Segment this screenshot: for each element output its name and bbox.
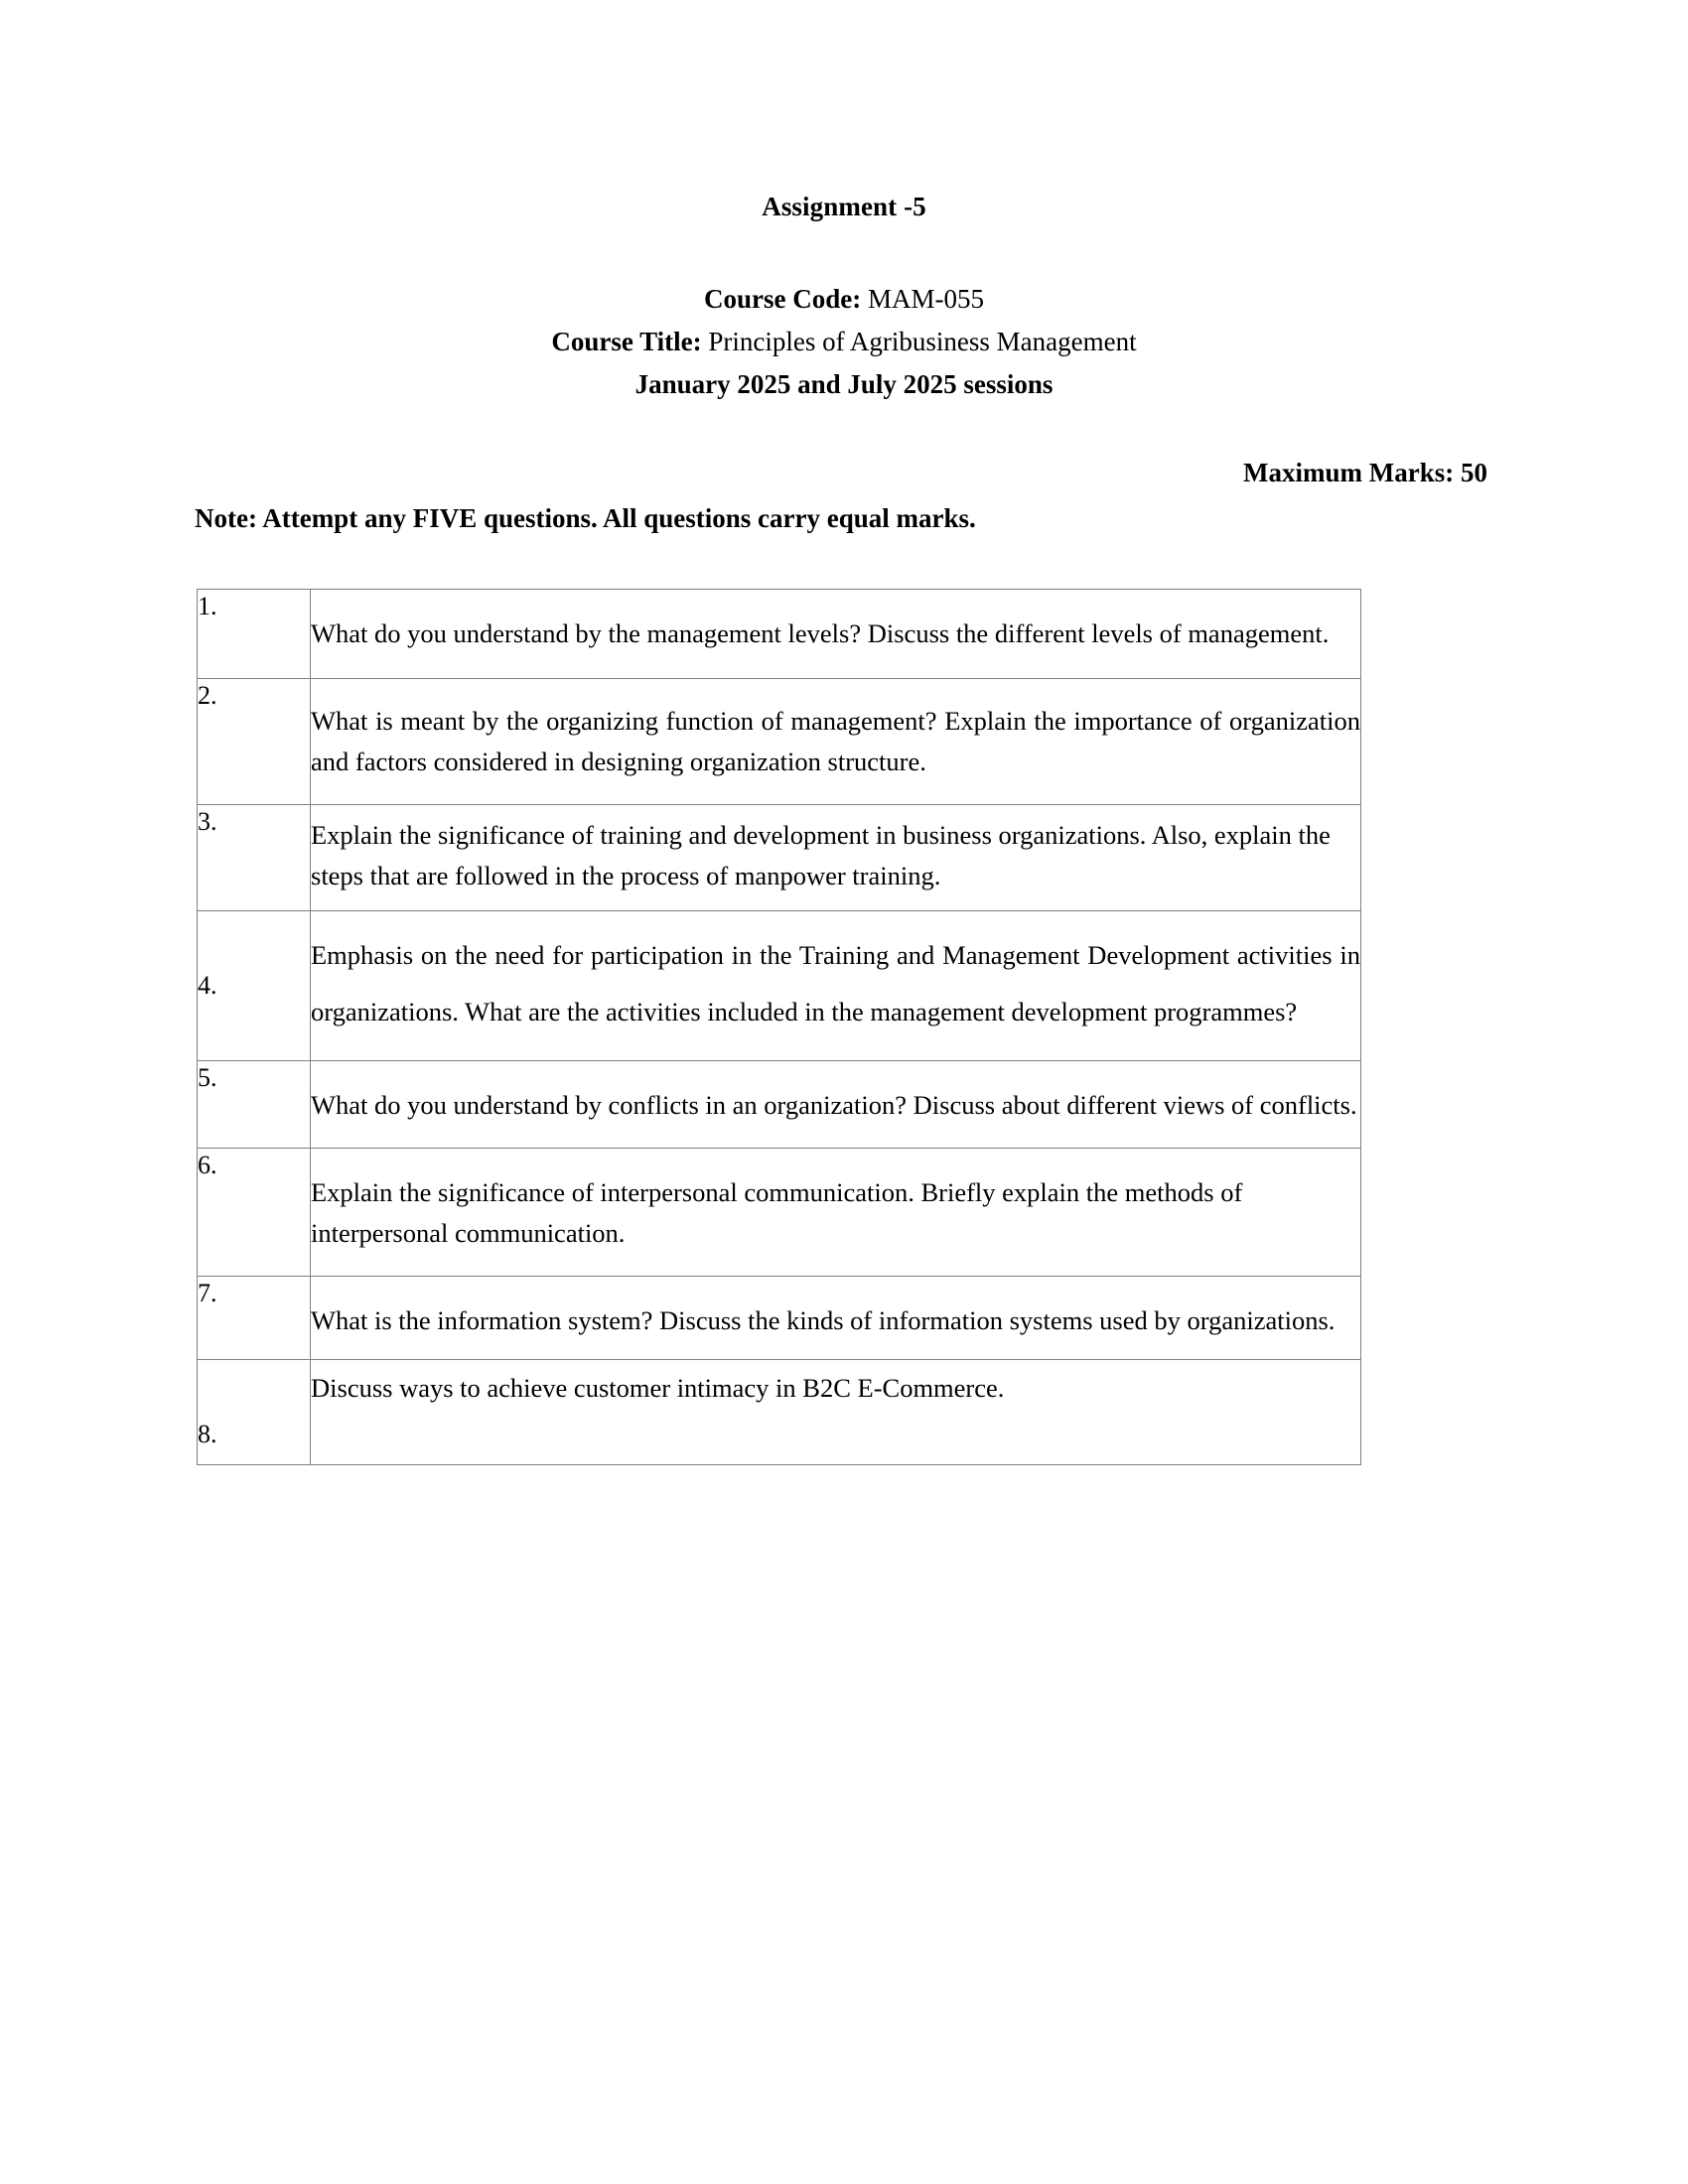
- course-info-block: [0, 278, 1688, 406]
- question-number: 5.: [198, 1061, 311, 1149]
- question-number: 1.: [198, 590, 311, 679]
- course-code-label: Course Code:: [704, 284, 862, 314]
- table-row: [198, 679, 1361, 805]
- course-code-value: MAM-055: [861, 284, 984, 314]
- table-row: [198, 1149, 1361, 1277]
- course-title-label: Course Title:: [551, 327, 702, 356]
- question-text: Explain the significance of training and development in business organizations. Also, explain the steps that are followed in the process of manpower training.: [311, 805, 1361, 911]
- assignment-title: Assignment -5: [762, 192, 926, 221]
- course-title-value: Principles of Agribusiness Management: [701, 327, 1137, 356]
- course-code-line: [0, 278, 1688, 321]
- question-text: Discuss ways to achieve customer intimacy in B2C E-Commerce.: [311, 1360, 1361, 1465]
- instructions-note: Note: Attempt any FIVE questions. All questions carry equal marks.: [195, 503, 976, 533]
- sessions-line: January 2025 and July 2025 sessions: [634, 369, 1054, 399]
- question-text: Explain the significance of interpersonal communication. Briefly explain the methods of interpersonal communication.: [311, 1149, 1361, 1277]
- table-row: [198, 911, 1361, 1061]
- maximum-marks: Maximum Marks: 50: [1243, 458, 1487, 487]
- question-text: What is meant by the organizing function of management? Explain the importance of organization and factors considered in designing organization structure.: [311, 679, 1361, 805]
- questions-table: [197, 589, 1361, 1465]
- question-number: 4.: [198, 911, 311, 1061]
- question-number: 2.: [198, 679, 311, 805]
- table-row: [198, 805, 1361, 911]
- table-row: [198, 590, 1361, 679]
- question-number: 3.: [198, 805, 311, 911]
- question-text: What is the information system? Discuss the kinds of information systems used by organizations.: [311, 1277, 1361, 1360]
- question-number: 6.: [198, 1149, 311, 1277]
- question-number: 8.: [198, 1360, 311, 1465]
- question-text: What do you understand by conflicts in an organization? Discuss about different views of conflicts.: [311, 1061, 1361, 1149]
- question-number: 7.: [198, 1277, 311, 1360]
- question-text: What do you understand by the management levels? Discuss the different levels of management.: [311, 590, 1361, 679]
- table-row: [198, 1061, 1361, 1149]
- course-title-line: [0, 321, 1688, 363]
- table-row: [198, 1360, 1361, 1465]
- table-row: [198, 1277, 1361, 1360]
- question-text: Emphasis on the need for participation in the Training and Management Development activities in organizations. What are the activities included in the management development programmes?: [311, 911, 1361, 1061]
